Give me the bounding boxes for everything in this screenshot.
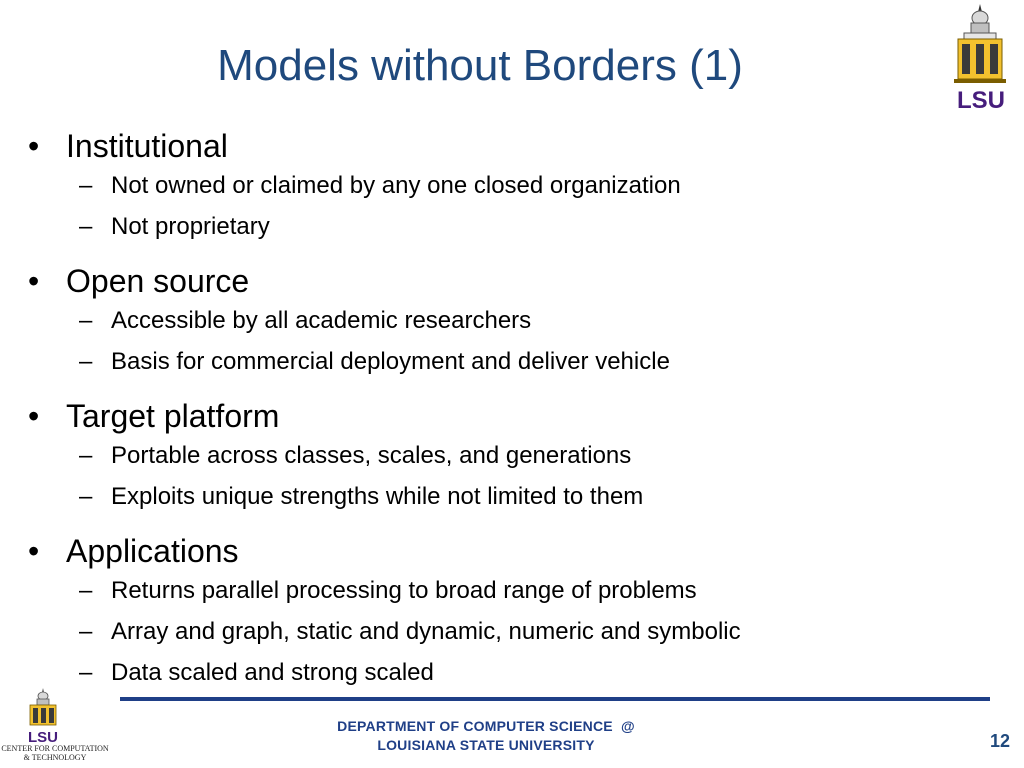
footer-line1: DEPARTMENT OF COMPUTER SCIENCE @ bbox=[337, 718, 635, 734]
lsu-logo-text: LSU bbox=[957, 87, 1005, 112]
bullet-mark: • bbox=[28, 533, 40, 569]
bullet-item bbox=[28, 397, 280, 435]
sub-bullet-text: Exploits unique strengths while not limited to them bbox=[111, 483, 644, 510]
sub-bullet-text: Basis for commercial deployment and deliver vehicle bbox=[111, 348, 670, 375]
sub-bullet-mark: – bbox=[79, 442, 93, 469]
sub-bullet-text: Accessible by all academic researchers bbox=[111, 307, 532, 334]
sub-bullet-mark: – bbox=[79, 483, 93, 510]
slide-title: Models without Borders (1) bbox=[217, 41, 743, 90]
sub-bullet-text: Array and graph, static and dynamic, numeric and symbolic bbox=[111, 618, 741, 645]
sub-bullet-mark: – bbox=[79, 348, 93, 375]
bullet-mark: • bbox=[28, 263, 40, 299]
sub-bullet-item bbox=[79, 617, 741, 647]
footer-line2: LOUISIANA STATE UNIVERSITY bbox=[377, 737, 595, 753]
cct-caption bbox=[0, 744, 110, 762]
bullet-item bbox=[28, 532, 239, 570]
sub-bullet-item bbox=[79, 482, 644, 512]
bullet-mark: • bbox=[28, 398, 40, 434]
bullet-text: Applications bbox=[66, 533, 239, 569]
cct-caption-line2: & TECHNOLOGY bbox=[23, 753, 87, 762]
cct-caption-line1: CENTER FOR COMPUTATION bbox=[1, 744, 109, 753]
bullet-text: Institutional bbox=[66, 128, 228, 164]
bullet-item bbox=[28, 262, 250, 300]
bullet-text: Open source bbox=[66, 263, 250, 299]
sub-bullet-text: Not owned or claimed by any one closed organization bbox=[111, 172, 681, 199]
sub-bullet-item bbox=[79, 347, 670, 377]
bullet-mark: • bbox=[28, 128, 40, 164]
sub-bullet-text: Not proprietary bbox=[111, 213, 270, 240]
sub-bullet-mark: – bbox=[79, 172, 93, 199]
cct-logo-icon bbox=[20, 688, 66, 744]
cct-logo-text: LSU bbox=[28, 729, 58, 744]
sub-bullet-item bbox=[79, 658, 434, 688]
sub-bullet-text: Portable across classes, scales, and generations bbox=[111, 442, 632, 469]
footer-divider bbox=[120, 697, 990, 701]
sub-bullet-item bbox=[79, 306, 532, 336]
bullet-text: Target platform bbox=[66, 398, 280, 434]
sub-bullet-item bbox=[79, 441, 632, 471]
sub-bullet-mark: – bbox=[79, 213, 93, 240]
sub-bullet-mark: – bbox=[79, 618, 93, 645]
sub-bullet-mark: – bbox=[79, 577, 93, 604]
sub-bullet-item bbox=[79, 212, 270, 242]
sub-bullet-item bbox=[79, 576, 697, 606]
footer-department bbox=[276, 717, 696, 755]
sub-bullet-text: Data scaled and strong scaled bbox=[111, 659, 434, 686]
sub-bullet-item bbox=[79, 171, 681, 201]
sub-bullet-mark: – bbox=[79, 659, 93, 686]
page-number: 12 bbox=[989, 731, 1010, 751]
sub-bullet-mark: – bbox=[79, 307, 93, 334]
sub-bullet-text: Returns parallel processing to broad range of problems bbox=[111, 577, 697, 604]
bullet-item bbox=[28, 127, 228, 165]
